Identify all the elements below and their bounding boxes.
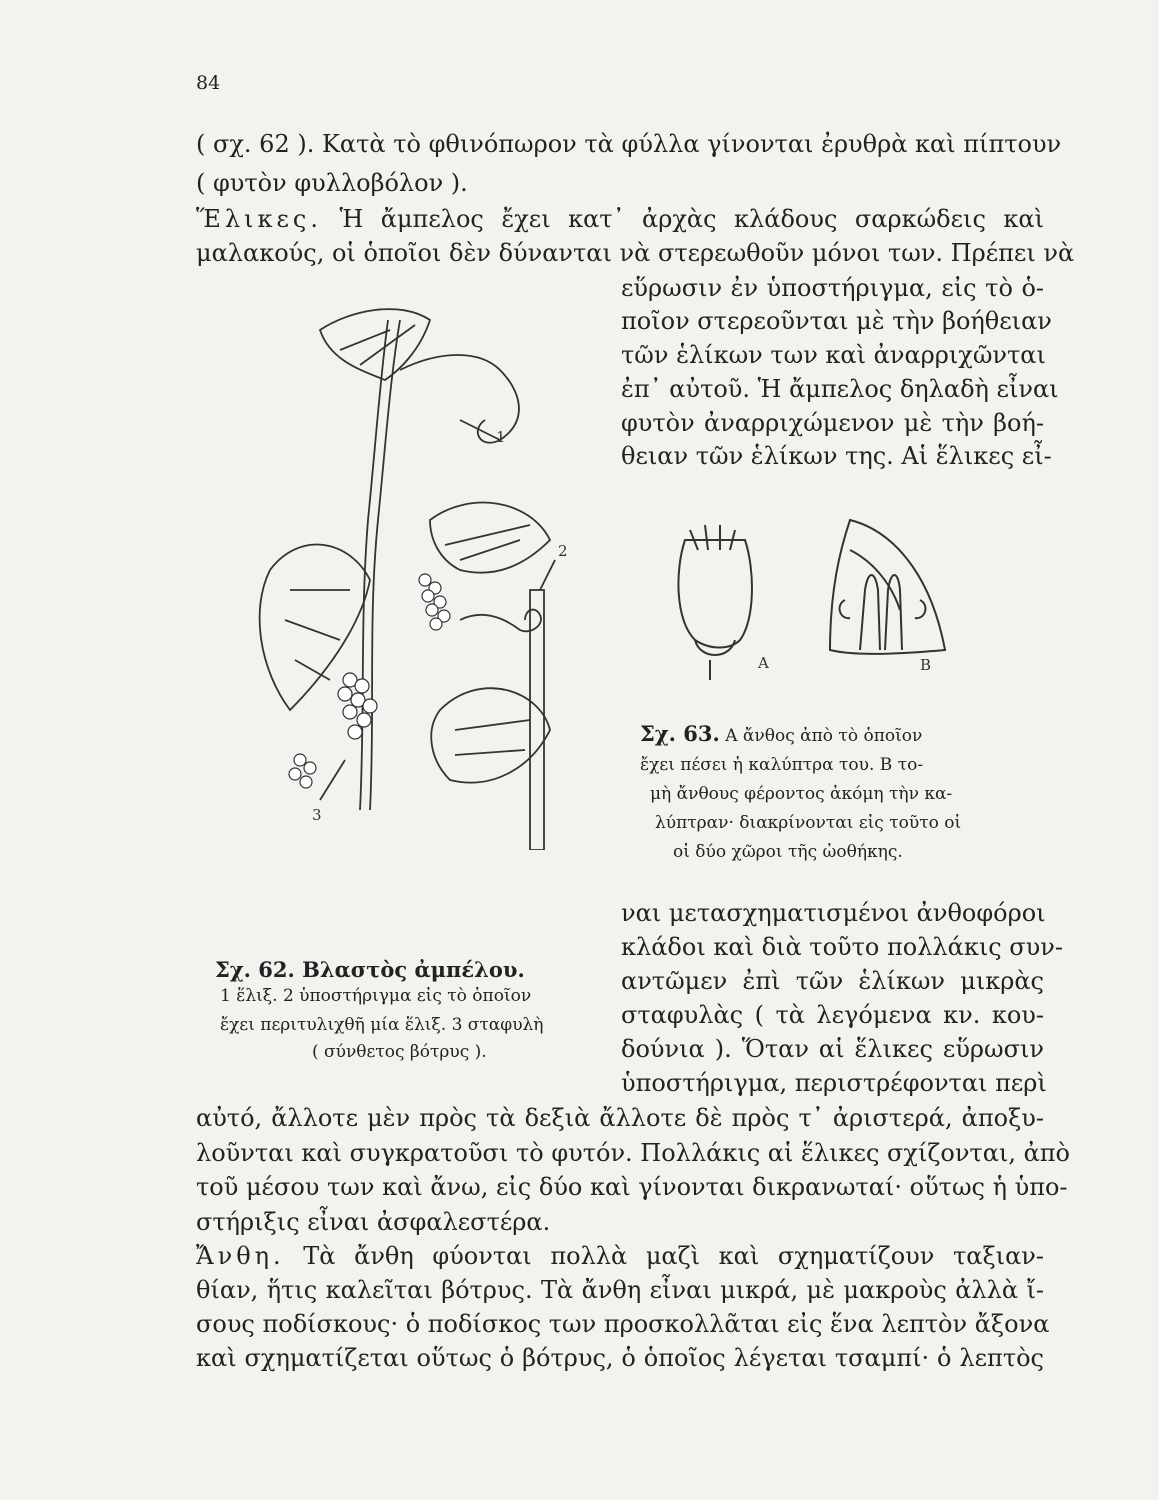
text-line: ναι μετασχηματισμένοι ἀνθοφόροι — [621, 899, 1046, 927]
figure-63-caption-line: λύπτραν· διακρίνονται εἰς τοῦτο οἱ — [655, 813, 962, 833]
text-line: στήριξις εἶναι ἀσφαλεστέρα. — [196, 1208, 551, 1236]
figure-62-caption-line: 1 ἕλιξ. 2 ὑποστήριγμα εἰς τὸ ὁποῖον — [220, 986, 532, 1006]
text-span: Ἡ ἄμπελος ἔχει κατ᾽ ἀρχὰς κλάδους σαρκώδεις καὶ — [339, 205, 1044, 233]
figure-62-vine-illustration — [200, 290, 600, 850]
figure-62-caption-line: ἔχει περιτυλιχθῆ μία ἕλιξ. 3 σταφυλὴ — [220, 1015, 544, 1035]
text-line: αντῶμεν ἐπὶ τῶν ἑλίκων μικρὰς — [621, 967, 1044, 995]
text-line: λοῦνται καὶ συγκρατοῦσι τὸ φυτόν. Πολλάκις αἱ ἕλικες σχίζονται, ἀπὸ — [196, 1139, 1071, 1167]
figure-63-caption-line — [640, 722, 922, 748]
page-number: 84 — [196, 72, 221, 94]
figure-63-label-b: Β — [920, 656, 932, 674]
figure-63-caption-title: Σχ. 63. — [640, 721, 720, 746]
figure-63-caption-line: οἱ δύο χῶροι τῆς ὠοθήκης. — [673, 842, 903, 862]
text-line: σους ποδίσκους· ὁ ποδίσκος των προσκολλᾶται εἰς ἕνα λεπτὸν ἄξονα — [196, 1310, 1050, 1338]
text-line: κλάδοι καὶ διὰ τοῦτο πολλάκις συν- — [621, 933, 1063, 961]
figure-62-caption-title — [215, 958, 525, 984]
figure-63-flower-illustration — [650, 510, 980, 685]
text-span: Τὰ ἄνθη φύονται πολλὰ μαζὶ καὶ σχηματίζουν ταξιαν- — [303, 1242, 1044, 1270]
figure-63-label-a: Α — [758, 654, 769, 672]
text-line: φυτὸν ἀναρριχώμενον μὲ τὴν βοή- — [621, 409, 1044, 437]
text-line: ( φυτὸν φυλλοβόλον ). — [196, 169, 468, 197]
figure-62-label-1: 1 — [496, 428, 506, 446]
figure-63-caption-line: μὴ ἄνθους φέροντος ἀκόμη τὴν κα- — [650, 784, 953, 804]
caption-title-text: Σχ. 62. Βλαστὸς ἀμπέλου. — [215, 957, 525, 982]
figure-62-label-2: 2 — [558, 542, 568, 560]
text-line: δούνια ). Ὅταν αἱ ἕλικες εὕρωσιν — [621, 1035, 1044, 1063]
text-line: ὑποστήριγμα, περιστρέφονται περὶ — [621, 1069, 1047, 1097]
figure-62-caption-line: ( σύνθετος βότρυς ). — [312, 1042, 487, 1062]
text-line: θίαν, ἥτις καλεῖται βότρυς. Τὰ ἄνθη εἶναι μικρά, μὲ μακροὺς ἀλλὰ ἴ- — [196, 1276, 1044, 1304]
section-heading-anthi: Ἄνθη. — [196, 1242, 285, 1270]
text-line: ἐπ᾽ αὐτοῦ. Ἡ ἄμπελος δηλαδὴ εἶναι — [621, 375, 1059, 403]
text-line: σταφυλὰς ( τὰ λεγόμενα κν. κου- — [621, 1001, 1044, 1029]
figure-62-label-3: 3 — [312, 806, 322, 824]
text-line: ( σχ. 62 ). Κατὰ τὸ φθινόπωρον τὰ φύλλα γίνονται ἐρυθρὰ καὶ πίπτουν — [196, 130, 1062, 158]
text-line: εὕρωσιν ἐν ὑποστήριγμα, εἰς τὸ ὁ- — [621, 274, 1044, 302]
text-line: ποῖον στερεοῦνται μὲ τὴν βοήθειαν — [621, 307, 1052, 335]
text-line — [196, 204, 1044, 234]
figure-63-caption-line: ἔχει πέσει ἡ καλύπτρα του. Β το- — [640, 755, 924, 775]
text-line: τῶν ἑλίκων των καὶ ἀναρριχῶνται — [621, 341, 1046, 369]
text-line: καὶ σχηματίζεται οὕτως ὁ βότρυς, ὁ ὁποῖος λέγεται τσαμπί· ὁ λεπτὸς — [196, 1344, 1044, 1372]
text-line: θειαν τῶν ἑλίκων της. Αἱ ἕλικες εἶ- — [621, 442, 1052, 470]
section-heading-helikes: Ἕλικες. — [196, 205, 322, 233]
text-line: τοῦ μέσου των καὶ ἄνω, εἰς δύο καὶ γίνονται δικρανωταί· οὕτως ἡ ὑπο- — [196, 1173, 1068, 1201]
text-line: αὐτό, ἄλλοτε μὲν πρὸς τὰ δεξιὰ ἄλλοτε δὲ πρὸς τ᾽ ἀριστερά, ἀποξυ- — [196, 1104, 1044, 1132]
text-line: μαλακούς, οἱ ὁποῖοι δὲν δύνανται νὰ στερεωθοῦν μόνοι των. Πρέπει νὰ — [196, 239, 1075, 267]
text-span: Α ἄνθος ἀπὸ τὸ ὁποῖον — [725, 726, 923, 746]
text-line — [196, 1241, 1044, 1271]
